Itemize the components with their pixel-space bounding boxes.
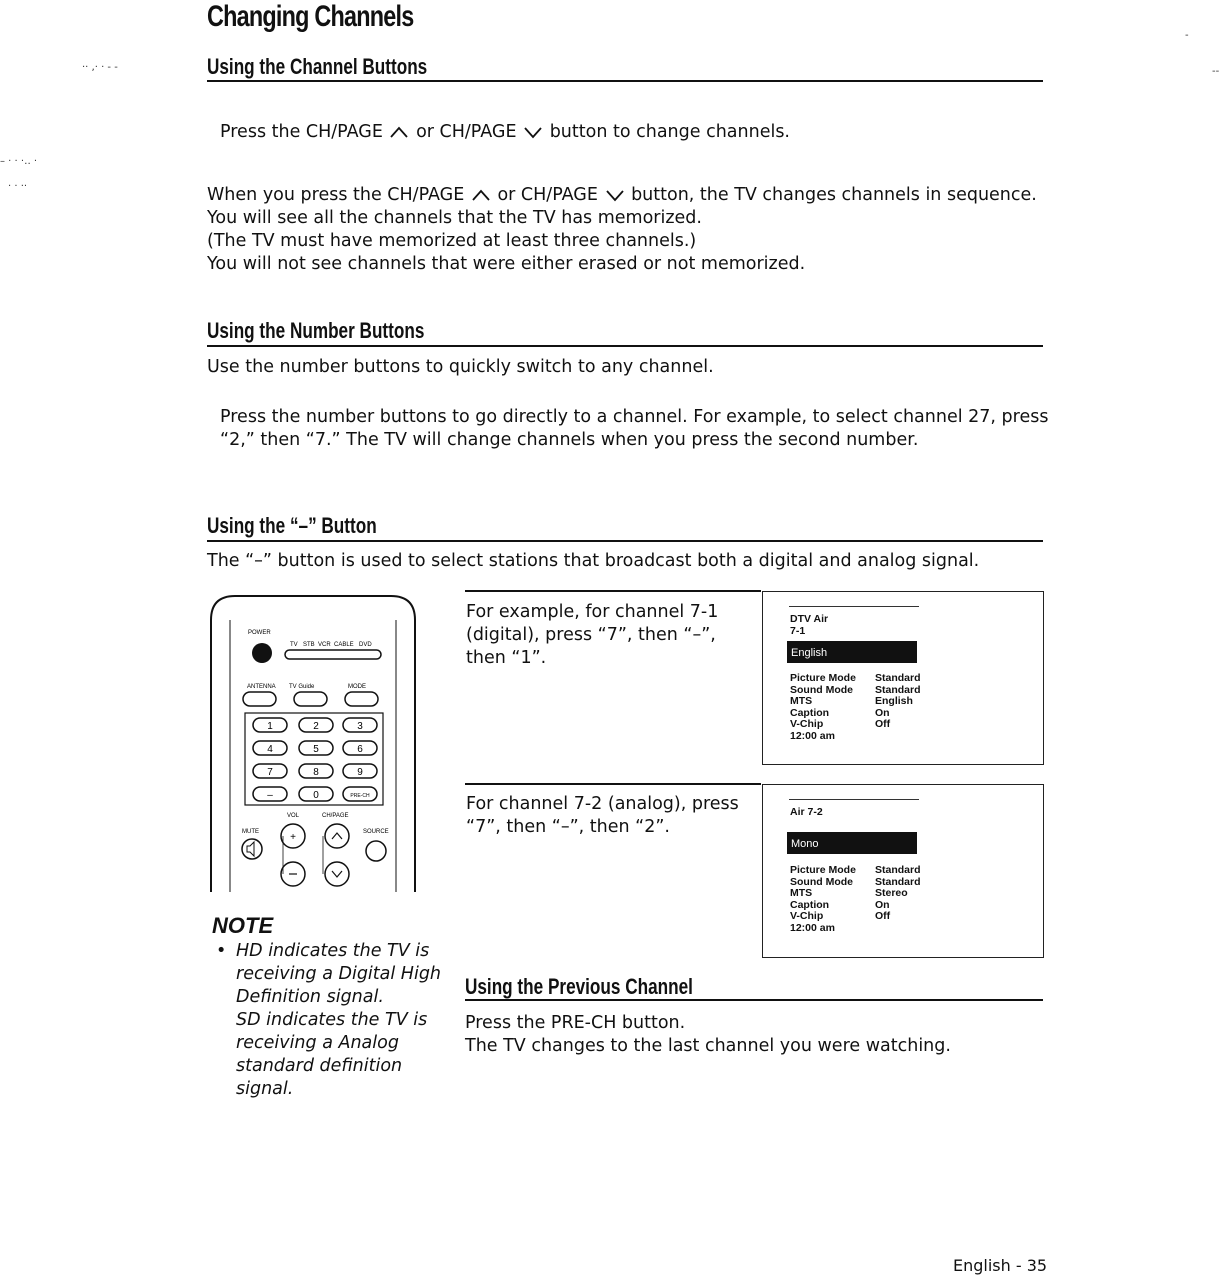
osd-source: DTV Air bbox=[790, 613, 829, 625]
osd-label: 12:00 am bbox=[790, 921, 835, 934]
osd-label: Sound Mode bbox=[790, 875, 853, 888]
osd-value: Standard bbox=[875, 875, 921, 888]
power-button bbox=[252, 643, 272, 663]
digit-keys bbox=[253, 718, 377, 801]
osd-value: Off bbox=[875, 718, 891, 730]
osd-label: 12:00 am bbox=[790, 729, 835, 742]
osd-screen-digital bbox=[762, 591, 1044, 765]
scan-speck: – · · ·‥ · bbox=[0, 156, 38, 167]
example-rule bbox=[465, 590, 761, 592]
osd-value: On bbox=[875, 898, 890, 911]
digit-label: – bbox=[267, 790, 273, 801]
mode-label: DVD bbox=[359, 642, 372, 648]
osd-value: On bbox=[875, 706, 890, 719]
number-buttons-paragraph bbox=[220, 406, 1048, 452]
section-heading-previous-channel: Using the Previous Channel bbox=[465, 974, 693, 999]
osd-label: Picture Mode bbox=[790, 864, 856, 876]
note-title: NOTE bbox=[212, 913, 274, 938]
osd-label: MTS bbox=[790, 887, 813, 899]
osd-label: V-Chip bbox=[790, 718, 824, 730]
example-line: then “1”. bbox=[466, 648, 547, 668]
mode-label: VCR bbox=[318, 642, 331, 648]
osd-highlight: Mono bbox=[787, 832, 917, 854]
note-line: SD indicates the TV is bbox=[236, 1010, 428, 1030]
digit-label: 1 bbox=[267, 721, 273, 732]
channel-buttons-instruction: Press the CH/PAGE or CH/PAGE button to change channels. bbox=[220, 122, 790, 142]
mode-labels bbox=[290, 642, 372, 648]
osd-top-line bbox=[789, 606, 919, 607]
scan-speck: · · ·· bbox=[8, 181, 28, 192]
digit-label: 3 bbox=[357, 721, 363, 732]
mode-label: STB bbox=[303, 642, 315, 648]
paragraph-line: Press the number buttons to go directly to a channel. For example, to select channel 27, press bbox=[220, 407, 1049, 427]
chevron-up-icon bbox=[332, 833, 342, 839]
mode-label: CABLE bbox=[334, 642, 354, 648]
example-analog bbox=[466, 793, 739, 839]
osd-label: MTS bbox=[790, 695, 813, 707]
mode-selector bbox=[285, 650, 381, 659]
paragraph-line: You will not see channels that were either erased or not memorized. bbox=[207, 254, 806, 274]
osd-highlight: English bbox=[787, 641, 917, 663]
mute-button bbox=[242, 839, 262, 859]
note-line: standard definition bbox=[236, 1056, 403, 1076]
digit-label: 0 bbox=[313, 790, 319, 801]
osd-value: Stereo bbox=[875, 887, 908, 899]
chevron-up-icon bbox=[388, 125, 410, 139]
ch-up-button bbox=[325, 824, 349, 848]
mode-label: TV bbox=[290, 642, 298, 648]
section-heading-channel-buttons: Using the Channel Buttons bbox=[207, 54, 428, 79]
osd-source: Air 7-2 bbox=[790, 806, 823, 818]
tvguide-button bbox=[294, 692, 327, 706]
example-line: For example, for channel 7-1 bbox=[466, 602, 719, 622]
note-line: HD indicates the TV is bbox=[236, 941, 430, 961]
osd-screen-analog bbox=[762, 784, 1044, 958]
digit-label: 7 bbox=[267, 767, 273, 778]
mode-button bbox=[345, 692, 378, 706]
vol-label: VOL bbox=[287, 813, 300, 819]
digit-label: 2 bbox=[313, 721, 319, 732]
osd-top-line bbox=[789, 799, 919, 800]
example-rule bbox=[465, 783, 761, 785]
antenna-button bbox=[243, 692, 276, 706]
digit-label: 9 bbox=[357, 767, 363, 778]
chpage-label: CH/PAGE bbox=[322, 813, 349, 819]
example-digital bbox=[466, 601, 718, 670]
section-heading-dash-button: Using the “–” Button bbox=[207, 513, 377, 538]
example-line: “7”, then “–”, then “2”. bbox=[466, 817, 670, 837]
osd-value: Standard bbox=[875, 672, 921, 684]
osd-labels bbox=[790, 673, 856, 742]
remote-control-illustration bbox=[205, 592, 420, 894]
section-rule bbox=[207, 540, 1043, 542]
channel-buttons-paragraph bbox=[207, 184, 1037, 276]
speaker-icon bbox=[247, 842, 254, 856]
osd-values bbox=[875, 865, 921, 923]
key-label: TV Guide bbox=[289, 684, 315, 690]
paragraph-line: You will see all the channels that the TV has memorized. bbox=[207, 208, 702, 228]
digit-label: PRE-CH bbox=[350, 793, 370, 799]
osd-label: V-Chip bbox=[790, 910, 824, 922]
section-heading-number-buttons: Using the Number Buttons bbox=[207, 318, 425, 343]
note-line: signal. bbox=[236, 1079, 294, 1099]
scan-speck: -- bbox=[1212, 66, 1220, 77]
chevron-down-icon bbox=[522, 125, 544, 139]
osd-channel: 7-1 bbox=[790, 624, 806, 637]
paragraph-line: When you press the CH/PAGE or CH/PAGE button, the TV changes channels in sequence. bbox=[207, 185, 1037, 205]
osd-values bbox=[875, 673, 921, 731]
chevron-down-icon bbox=[604, 188, 626, 202]
previous-channel-text bbox=[465, 1012, 951, 1058]
mute-label: MUTE bbox=[242, 829, 259, 835]
source-button bbox=[366, 841, 386, 861]
osd-value: Standard bbox=[875, 864, 921, 876]
note-line: Definition signal. bbox=[236, 987, 384, 1007]
page-number: English - 35 bbox=[953, 1256, 1048, 1275]
key-label: MODE bbox=[348, 684, 366, 690]
key-label: ANTENNA bbox=[247, 684, 276, 690]
section-rule bbox=[207, 80, 1043, 82]
osd-value: English bbox=[875, 695, 913, 707]
digit-label: 5 bbox=[313, 744, 319, 755]
osd-label: Caption bbox=[790, 706, 830, 719]
osd-labels bbox=[790, 865, 856, 934]
paragraph-line: “2,” then “7.” The TV will change channels when you press the second number. bbox=[220, 430, 919, 450]
paragraph-line: (The TV must have memorized at least three channels.) bbox=[207, 231, 697, 251]
note-line: receiving a Digital High bbox=[236, 964, 442, 984]
osd-label: Sound Mode bbox=[790, 683, 853, 696]
example-line: (digital), press “7”, then “–”, bbox=[466, 625, 716, 645]
section-rule bbox=[465, 999, 1043, 1001]
top-key-labels bbox=[247, 684, 366, 690]
page-title: Changing Channels bbox=[207, 0, 414, 33]
scan-speck: - bbox=[1185, 30, 1189, 41]
digit-label: 6 bbox=[357, 744, 363, 755]
example-line: For channel 7-2 (analog), press bbox=[466, 794, 739, 814]
chevron-down-icon bbox=[332, 871, 342, 877]
osd-value: Off bbox=[875, 910, 891, 922]
osd-label: Caption bbox=[790, 898, 830, 911]
dash-button-intro: The “–” button is used to select stations that broadcast both a digital and analog signal. bbox=[207, 551, 980, 571]
remote-power-label: POWER bbox=[248, 630, 271, 636]
section-rule bbox=[207, 345, 1043, 347]
ch-down-button bbox=[325, 862, 349, 886]
source-label: SOURCE bbox=[363, 829, 389, 835]
osd-value: Standard bbox=[875, 683, 921, 696]
chevron-up-icon bbox=[470, 188, 492, 202]
plus-icon: + bbox=[290, 832, 296, 843]
osd-source-info bbox=[790, 614, 828, 637]
note-text bbox=[236, 940, 441, 1101]
osd-label: Picture Mode bbox=[790, 672, 856, 684]
note-bullet: • bbox=[216, 941, 227, 961]
paragraph-line: The TV changes to the last channel you were watching. bbox=[465, 1036, 951, 1056]
digit-label: 4 bbox=[267, 744, 273, 755]
digit-label: 8 bbox=[313, 767, 319, 778]
scan-speck: ·· ‚· · - - bbox=[82, 62, 118, 73]
paragraph-line: Press the PRE-CH button. bbox=[465, 1013, 686, 1033]
note-line: receiving a Analog bbox=[236, 1033, 399, 1053]
number-buttons-intro: Use the number buttons to quickly switch to any channel. bbox=[207, 357, 714, 377]
